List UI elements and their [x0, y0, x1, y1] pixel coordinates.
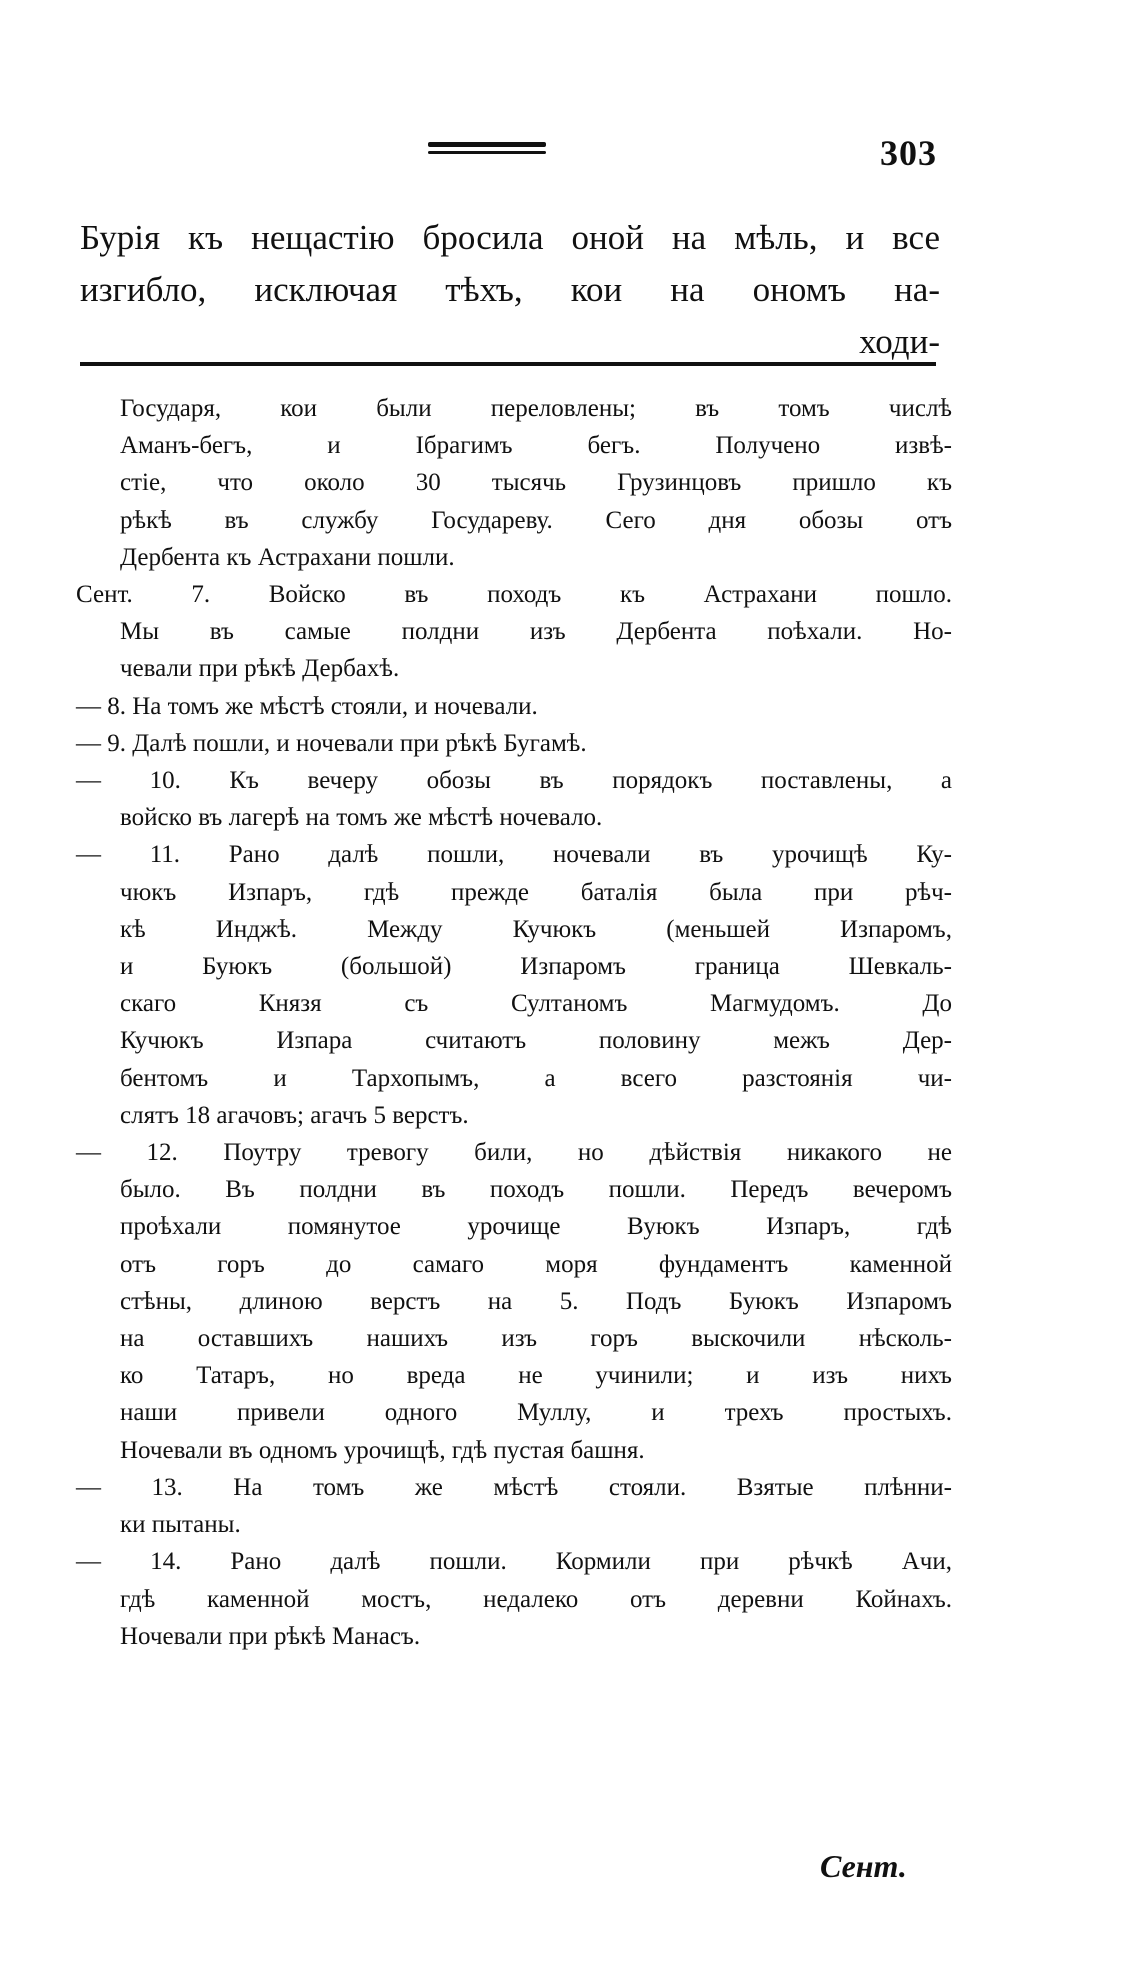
footnote-line: Мы въ самые полдни изъ Дербента поѣхали. Но- [120, 618, 952, 646]
footnote-line: войско въ лагерѣ на томъ же мѣстѣ ночевало. [120, 804, 603, 832]
footnote-line: — 9. Далѣ пошли, и ночевали при рѣкѣ Бугамѣ. [76, 729, 587, 757]
footnote-entry [76, 576, 952, 688]
footnote-entry [76, 1134, 952, 1469]
footnote-entry [76, 688, 952, 725]
footnote-line: Государя, кои были переловлены; въ томъ числѣ [120, 395, 952, 422]
footnote-line: слятъ 18 агачовъ; агачъ 5 верстъ. [120, 1101, 469, 1129]
footnote-line: и Буюкъ (большой) Изпаромъ граница Шевкаль- [120, 953, 952, 981]
footnote-line: ко Татаръ, но вреда не учинили; и изъ нихъ [120, 1362, 952, 1390]
footnote-line: на оставшихъ нашихъ изъ горъ выскочили нѣсколь- [120, 1325, 952, 1353]
footnote-entry [76, 390, 952, 576]
footnote-line: наши привели одного Муллу, и трехъ простыхъ. [120, 1399, 952, 1427]
footnote-line: Кучюкъ Изпара считаютъ половину межъ Дер- [120, 1027, 952, 1055]
footnote-line: Ночевали при рѣкѣ Манасъ. [120, 1622, 421, 1650]
footnote-line: ки пытаны. [120, 1511, 241, 1539]
footnote-line: проѣхали помянутое урочище Вуюкъ Изпаръ, гдѣ [120, 1213, 952, 1241]
main-text-line: ходи- [859, 322, 940, 361]
footnote-line: — 13. На томъ же мѣстѣ стояли. Взятые плѣнни- [76, 1473, 952, 1501]
footnote-line: кѣ Инджѣ. Между Кучюкъ (меньшей Изпаромъ, [120, 915, 952, 943]
main-text [80, 212, 940, 368]
footnote-line: было. Въ полдни въ походъ пошли. Передъ вечеромъ [120, 1176, 952, 1204]
footnote-line: Сент. 7. Войско въ походъ къ Астрахани пошло. [76, 581, 952, 609]
footnote-line: чевали при рѣкѣ Дербахѣ. [120, 655, 400, 683]
footnote-entry [76, 1469, 952, 1543]
footnote-line: рѣкѣ въ службу Государеву. Сего дня обозы отъ [120, 506, 952, 534]
footnote-line: — 12. Поутру тревогу били, но дѣйствія никакого не [76, 1139, 952, 1167]
main-text-line: Бурія къ нещастію бросила оной на мѣль, и все [80, 218, 940, 257]
footnote-line: бентомъ и Тархопымъ, а всего разстоянія чи- [120, 1064, 952, 1092]
footnote-line: Дербента къ Астрахани пошли. [120, 543, 455, 571]
footnote-line: стіе, что около 30 тысячь Грузинцовъ пришло къ [120, 469, 952, 497]
footnote-line: — 14. Рано далѣ пошли. Кормили при рѣчкѣ Ачи, [76, 1548, 952, 1576]
catchword: Сент. [820, 1848, 907, 1884]
ornament-bar-top [428, 142, 546, 147]
header-ornament [428, 142, 546, 158]
page-number: 303 [880, 133, 937, 173]
main-text-line: изгибло, исключая тѣхъ, кои на ономъ на- [80, 270, 940, 309]
footnote-line: чюкъ Изпаръ, гдѣ прежде баталія была при рѣч- [120, 878, 952, 906]
ornament-bar-bottom [428, 151, 546, 154]
footnote-block [76, 390, 952, 1655]
footnote-line: стѣны, длиною верстъ на 5. Подъ Буюкъ Изпаромъ [120, 1287, 952, 1315]
footnote-separator-rule [80, 362, 936, 366]
footnote-line: скаго Князя съ Султаномъ Магмудомъ. До [120, 990, 952, 1018]
footnote-entry [76, 762, 952, 836]
footnote-line: — 11. Рано далѣ пошли, ночевали въ урочищѣ Ку- [76, 841, 952, 869]
footnote-entry [76, 725, 952, 762]
footnote-line: Аманъ-бегъ, и Ібрагимъ бегъ. Получено извѣ- [120, 432, 952, 460]
footnote-entry [76, 836, 952, 1134]
footnote-line: — 10. Къ вечеру обозы въ порядокъ поставлены, а [76, 767, 952, 795]
footnote-line: Ночевали въ одномъ урочищѣ, гдѣ пустая башня. [120, 1436, 645, 1464]
footnote-entry [76, 1543, 952, 1655]
footnote-line: — 8. На томъ же мѣстѣ стояли, и ночевали. [76, 692, 538, 720]
footnote-line: гдѣ каменной мостъ, недалеко отъ деревни Койнахъ. [120, 1585, 952, 1613]
footnote-line: отъ горъ до самаго моря фундаментъ каменной [120, 1250, 952, 1278]
